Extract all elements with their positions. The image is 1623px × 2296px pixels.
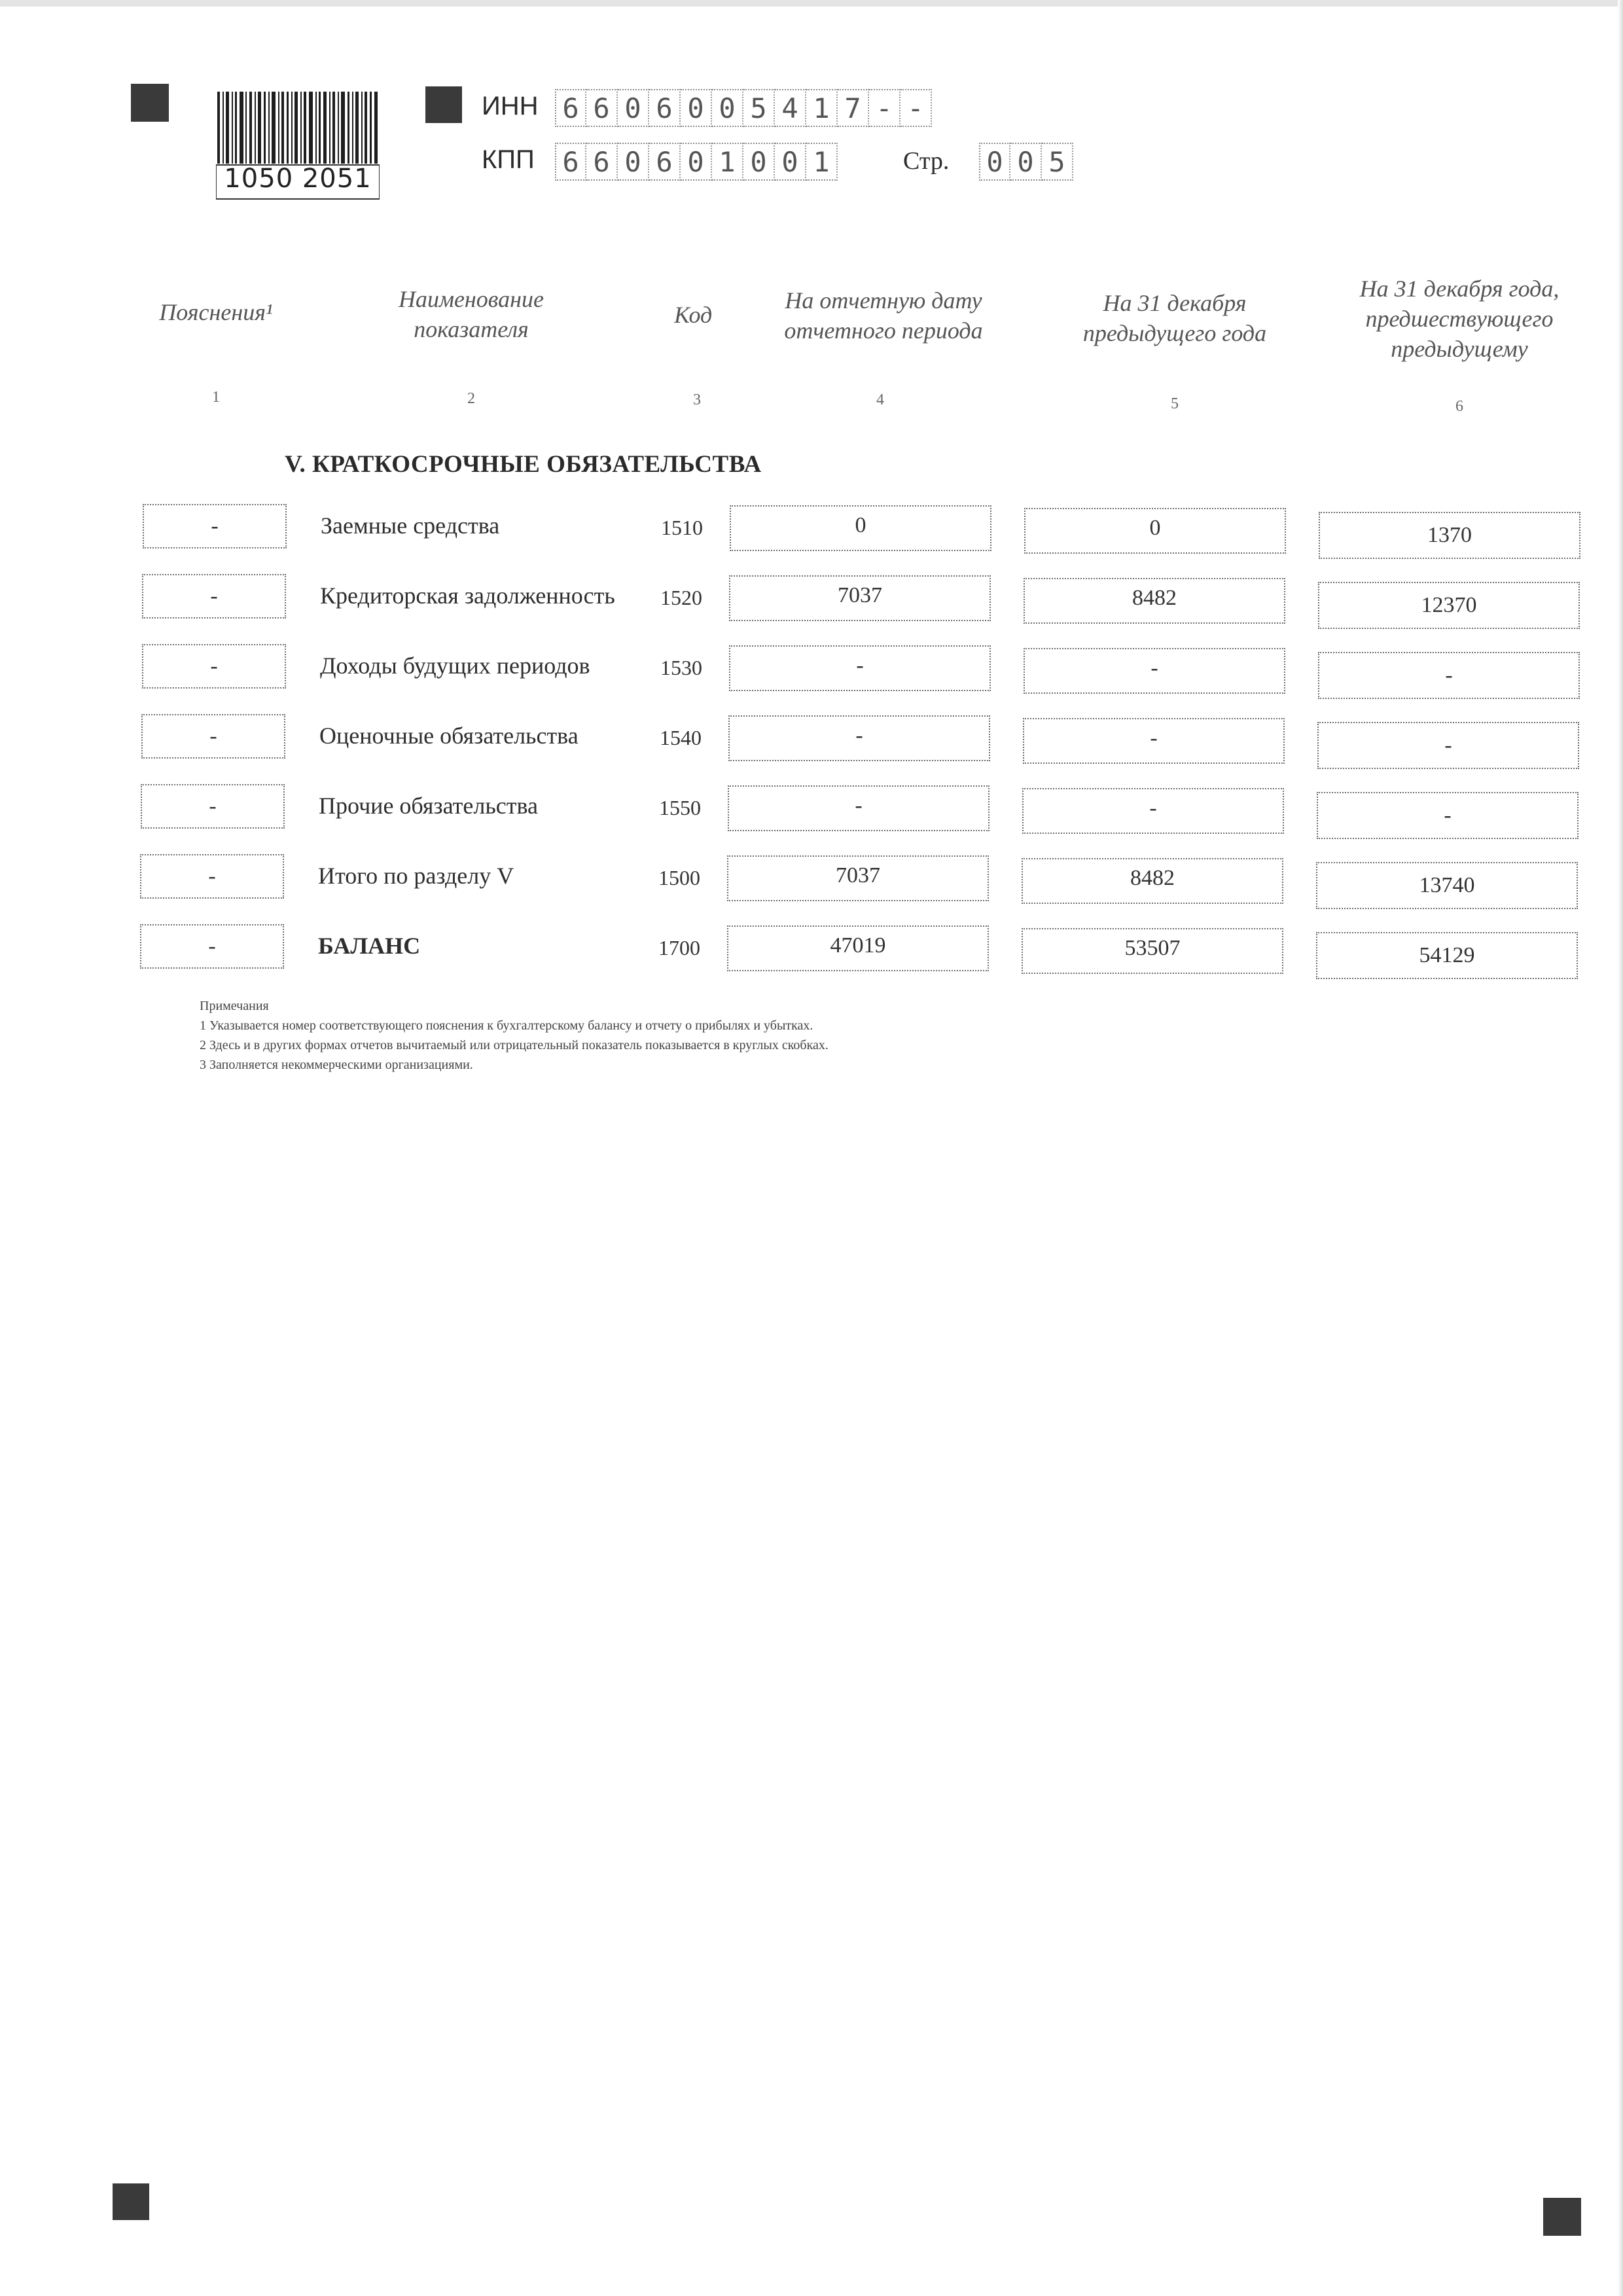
value-reporting-date: 47019 [727,925,989,971]
note-cell: - [142,574,286,619]
column-number-2: 2 [467,390,475,407]
value-prev-year: - [1022,788,1284,834]
value-prev-prev-year: 12370 [1318,582,1580,629]
footnote-1: 1 Указывается номер соответствующего пояснения к бухгалтерскому балансу и отчету о прибылях и убытках. [200,1018,813,1033]
kpp-digit: 0 [743,143,775,181]
inn-digit: 0 [618,89,649,127]
kpp-digit: 1 [712,143,743,181]
value-prev-prev-year: - [1317,722,1579,769]
header-notes: Пояснения¹ [159,299,273,325]
row-code: 1550 [659,796,701,819]
inn-digit: - [901,89,932,127]
registration-marker-bottom-left [113,2183,149,2220]
inn-digit: 6 [649,89,681,127]
value-prev-year: 8482 [1022,858,1283,904]
value-prev-year: 8482 [1024,578,1285,624]
kpp-digit: 6 [649,143,681,181]
note-cell: - [141,784,285,829]
page-digit: 0 [1010,143,1042,181]
indicator-name: Итого по разделу V [318,863,514,889]
row-code: 1700 [658,936,700,960]
page-top-edge [0,0,1623,7]
registration-marker-bottom-right [1543,2198,1581,2236]
value-prev-prev-year: - [1317,792,1578,839]
footnote-2: 2 Здесь и в других формах отчетов вычитаемый или отрицательный показатель показывается в круглых скобках. [200,1038,829,1052]
row-code: 1500 [658,866,700,889]
value-prev-year: 53507 [1022,928,1283,974]
note-cell: - [140,924,284,969]
value-reporting-date: 7037 [727,855,989,901]
inn-digit: - [869,89,901,127]
row-code: 1520 [660,586,702,609]
barcode-number: 1050 2051 [224,164,372,194]
inn-digit: 0 [681,89,712,127]
row-code: 1540 [660,726,702,749]
indicator-name: Доходы будущих периодов [320,653,590,679]
footnotes-title: Примечания [200,999,269,1013]
kpp-digit: 0 [618,143,649,181]
value-reporting-date: 0 [730,505,991,551]
header-prev-year: На 31 декабря предыдущего года [1082,290,1267,346]
inn-digit: 6 [555,89,586,127]
inn-digit: 1 [806,89,838,127]
value-prev-prev-year: 13740 [1316,862,1578,909]
header-indicator-name: Наименование показателя [398,286,544,342]
header-prev-prev-year: На 31 декабря года, предшествующего предыдущему [1359,276,1560,362]
indicator-name: Заемные средства [321,512,500,539]
inn-digit: 6 [586,89,618,127]
note-cell: - [142,644,286,689]
inn-label: ИНН [482,92,539,120]
value-reporting-date: 7037 [729,575,991,621]
value-reporting-date: - [729,645,991,691]
value-reporting-date: - [728,715,990,761]
kpp-label: КПП [482,145,535,174]
kpp-digit: 6 [555,143,586,181]
column-number-1: 1 [212,389,220,406]
value-prev-year: - [1023,718,1285,764]
kpp-digit: 6 [586,143,618,181]
registration-marker-top-center [425,86,462,123]
value-prev-prev-year: 1370 [1319,512,1580,559]
inn-digit: 7 [838,89,869,127]
kpp-digit: 1 [806,143,838,181]
value-prev-prev-year: - [1318,652,1580,699]
inn-digit: 4 [775,89,806,127]
indicator-name: Оценочные обязательства [319,723,579,749]
registration-marker-top-left [131,84,169,122]
note-cell: - [140,854,284,899]
row-code: 1530 [660,656,702,679]
note-cell: - [143,504,287,548]
page-digit: 5 [1042,143,1073,181]
note-cell: - [141,714,285,759]
page-digit: 0 [979,143,1010,181]
kpp-digit: 0 [775,143,806,181]
indicator-name: Кредиторская задолженность [320,583,615,609]
inn-digit: 0 [712,89,743,127]
value-reporting-date: - [728,785,990,831]
kpp-field [555,143,838,181]
kpp-digit: 0 [681,143,712,181]
value-prev-year: - [1024,648,1285,694]
indicator-name: Прочие обязательства [319,793,538,819]
column-number-5: 5 [1171,395,1179,412]
footnote-3: 3 Заполняется некоммерческими организациями. [200,1058,473,1072]
row-code: 1510 [661,516,703,539]
value-prev-prev-year: 54129 [1316,932,1578,979]
page-number-field [979,143,1073,181]
value-prev-year: 0 [1024,508,1286,554]
indicator-name: БАЛАНС [318,933,421,959]
footnotes [200,996,829,1075]
column-number-6: 6 [1455,398,1463,415]
inn-field [555,89,932,127]
header-reporting-date: На отчетную дату отчетного периода [784,287,983,344]
inn-digit: 5 [743,89,775,127]
page-right-edge [1618,0,1623,2296]
section-title: V. КРАТКОСРОЧНЫЕ ОБЯЗАТЕЛЬСТВА [285,451,762,478]
column-number-4: 4 [876,391,884,408]
header-code: Код [674,302,713,328]
page-label: Стр. [903,147,950,175]
column-number-3: 3 [693,391,701,408]
